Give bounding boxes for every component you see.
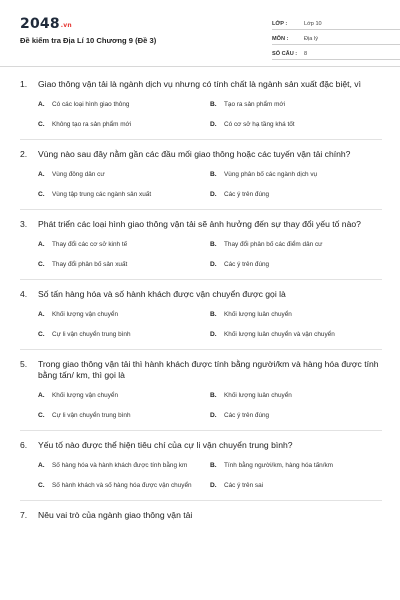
answer-options xyxy=(20,95,382,135)
question-text: Yếu tố nào được thể hiện tiêu chí của cự li vận chuyển trung bình? xyxy=(38,440,293,450)
question-text: Phát triển các loại hình giao thông vận tải sẽ ảnh hưởng đến sự thay đổi yếu tố nào? xyxy=(38,219,361,229)
option-letter: B. xyxy=(210,392,217,399)
question-item xyxy=(20,359,382,426)
answer-options xyxy=(20,165,382,205)
question-number: 5. xyxy=(20,359,28,369)
option-letter: C. xyxy=(38,482,45,489)
option-text: Các ý trên sai xyxy=(224,482,264,489)
question-stem xyxy=(20,359,382,381)
meta-count-value: 8 xyxy=(304,51,308,57)
option-letter: D. xyxy=(210,331,217,338)
option-letter: B. xyxy=(210,171,217,178)
option-letter: B. xyxy=(210,311,217,318)
option-letter: C. xyxy=(38,261,45,268)
option-text: Khối lượng vận chuyển xyxy=(52,311,119,318)
question-text: Trong giao thông vận tải thì hành khách được tính bằng người/km và hàng hóa được tính bằng tấn/ km, thì gọi là xyxy=(38,359,379,380)
question-number: 2. xyxy=(20,149,28,159)
option-letter: C. xyxy=(38,191,45,198)
meta-count-label: SỐ CÂU : xyxy=(272,51,298,57)
option-text: Vùng tập trung các ngành sản xuất xyxy=(52,191,152,198)
question-separator xyxy=(20,349,382,350)
option-letter: C. xyxy=(38,412,45,419)
meta-class-label: LỚP : xyxy=(272,21,288,27)
answer-option[interactable] xyxy=(210,235,382,255)
answer-option[interactable] xyxy=(210,115,382,135)
question-stem xyxy=(20,219,382,230)
answer-option[interactable] xyxy=(38,325,210,345)
answer-option[interactable] xyxy=(210,165,382,185)
answer-option[interactable] xyxy=(210,185,382,205)
answer-option[interactable] xyxy=(38,305,210,325)
option-text: Tính bằng người/km, hàng hóa tấn/km xyxy=(224,462,334,469)
option-text: Khối lượng vận chuyển xyxy=(52,392,119,399)
question-separator xyxy=(20,209,382,210)
answer-options xyxy=(20,456,382,496)
header-divider xyxy=(0,66,400,67)
option-text: Các ý trên đúng xyxy=(224,191,270,198)
question-stem xyxy=(20,149,382,160)
question-item xyxy=(20,289,382,345)
question-separator xyxy=(20,430,382,431)
answer-option[interactable] xyxy=(210,456,382,476)
answer-option[interactable] xyxy=(38,115,210,135)
question-item xyxy=(20,79,382,135)
meta-subject-label: MÔN : xyxy=(272,36,289,42)
site-logo[interactable] xyxy=(20,16,72,32)
meta-count-row xyxy=(272,46,400,60)
answer-option[interactable] xyxy=(210,386,382,406)
option-text: Khối lượng luân chuyển xyxy=(224,392,292,399)
question-separator xyxy=(20,279,382,280)
question-number: 7. xyxy=(20,510,28,520)
answer-option[interactable] xyxy=(210,95,382,115)
logo-suffix: .vn xyxy=(60,22,72,29)
question-text: Số tấn hàng hóa và số hành khách được vận chuyển được gọi là xyxy=(38,289,286,299)
question-stem xyxy=(20,510,382,521)
question-number: 1. xyxy=(20,79,28,89)
option-letter: D. xyxy=(210,191,217,198)
option-letter: D. xyxy=(210,121,217,128)
answer-option[interactable] xyxy=(38,476,210,496)
option-text: Số hàng hóa và hành khách được tính bằng km xyxy=(52,462,188,469)
answer-option[interactable] xyxy=(38,185,210,205)
exam-title: Đề kiểm tra Địa Lí 10 Chương 9 (Đề 3) xyxy=(20,36,157,45)
option-letter: D. xyxy=(210,482,217,489)
option-text: Số hành khách và số hàng hóa được vận chuyển xyxy=(52,482,192,489)
option-letter: B. xyxy=(210,462,217,469)
answer-option[interactable] xyxy=(38,406,210,426)
option-letter: C. xyxy=(38,331,45,338)
option-text: Thay đổi phân bố các điểm dân cư xyxy=(224,241,323,248)
question-stem xyxy=(20,440,382,451)
answer-options xyxy=(20,235,382,275)
answer-option[interactable] xyxy=(38,255,210,275)
meta-subject-value: Địa lý xyxy=(304,36,318,42)
answer-option[interactable] xyxy=(38,95,210,115)
option-letter: A. xyxy=(38,101,45,108)
question-stem xyxy=(20,289,382,300)
option-text: Có các loại hình giao thông xyxy=(52,101,130,108)
answer-option[interactable] xyxy=(210,325,382,345)
answer-option[interactable] xyxy=(210,255,382,275)
question-item xyxy=(20,440,382,496)
question-item xyxy=(20,219,382,275)
question-separator xyxy=(20,500,382,501)
option-text: Khối lượng luân chuyển xyxy=(224,311,292,318)
option-text: Vùng phân bố các ngành dịch vụ xyxy=(224,171,318,178)
answer-option[interactable] xyxy=(210,476,382,496)
option-text: Các ý trên đúng xyxy=(224,412,270,419)
question-number: 3. xyxy=(20,219,28,229)
question-number: 4. xyxy=(20,289,28,299)
option-text: Tạo ra sản phẩm mới xyxy=(224,101,286,108)
question-text: Vùng nào sau đây nằm gần các đầu mối giao thông hoặc các tuyến vận tải chính? xyxy=(38,149,351,159)
question-text: Giao thông vận tải là ngành dịch vụ nhưng có tính chất là ngành sản xuất đặc biệt, vì xyxy=(38,79,361,89)
option-text: Không tạo ra sản phẩm mới xyxy=(52,121,132,128)
question-text: Nêu vai trò của ngành giao thông vận tải xyxy=(38,510,193,520)
answer-option[interactable] xyxy=(38,386,210,406)
option-text: Có cơ sở hạ tầng khá tốt xyxy=(224,121,295,128)
question-item xyxy=(20,149,382,205)
option-text: Thay đổi các cơ sở kinh tế xyxy=(52,241,128,248)
question-number: 6. xyxy=(20,440,28,450)
meta-class-value: Lớp 10 xyxy=(304,21,322,27)
meta-subject-row xyxy=(272,31,400,45)
option-text: Vùng đông dân cư xyxy=(52,171,105,178)
answer-option[interactable] xyxy=(38,165,210,185)
answer-option[interactable] xyxy=(38,456,210,476)
option-letter: A. xyxy=(38,311,45,318)
option-letter: B. xyxy=(210,101,217,108)
question-stem xyxy=(20,79,382,90)
answer-option[interactable] xyxy=(210,305,382,325)
option-text: Khối lượng luân chuyển và vận chuyển xyxy=(224,331,335,338)
option-text: Cự li vận chuyển trung bình xyxy=(52,412,131,419)
answer-option[interactable] xyxy=(210,406,382,426)
option-text: Các ý trên đúng xyxy=(224,261,270,268)
exam-header xyxy=(20,12,384,78)
option-letter: A. xyxy=(38,241,45,248)
option-letter: A. xyxy=(38,392,45,399)
option-letter: D. xyxy=(210,261,217,268)
option-letter: D. xyxy=(210,412,217,419)
option-letter: A. xyxy=(38,171,45,178)
exam-meta xyxy=(272,16,400,61)
meta-class-row xyxy=(272,16,400,30)
option-letter: A. xyxy=(38,462,45,469)
option-letter: B. xyxy=(210,241,217,248)
answer-options xyxy=(20,386,382,426)
option-text: Cự li vận chuyển trung bình xyxy=(52,331,131,338)
answer-option[interactable] xyxy=(38,235,210,255)
question-separator xyxy=(20,139,382,140)
answer-options xyxy=(20,305,382,345)
question-item xyxy=(20,510,382,521)
logo-text: 2048 xyxy=(20,16,60,32)
question-list xyxy=(20,79,382,521)
option-letter: C. xyxy=(38,121,45,128)
option-text: Thay đổi phân bố sản xuất xyxy=(52,261,128,268)
